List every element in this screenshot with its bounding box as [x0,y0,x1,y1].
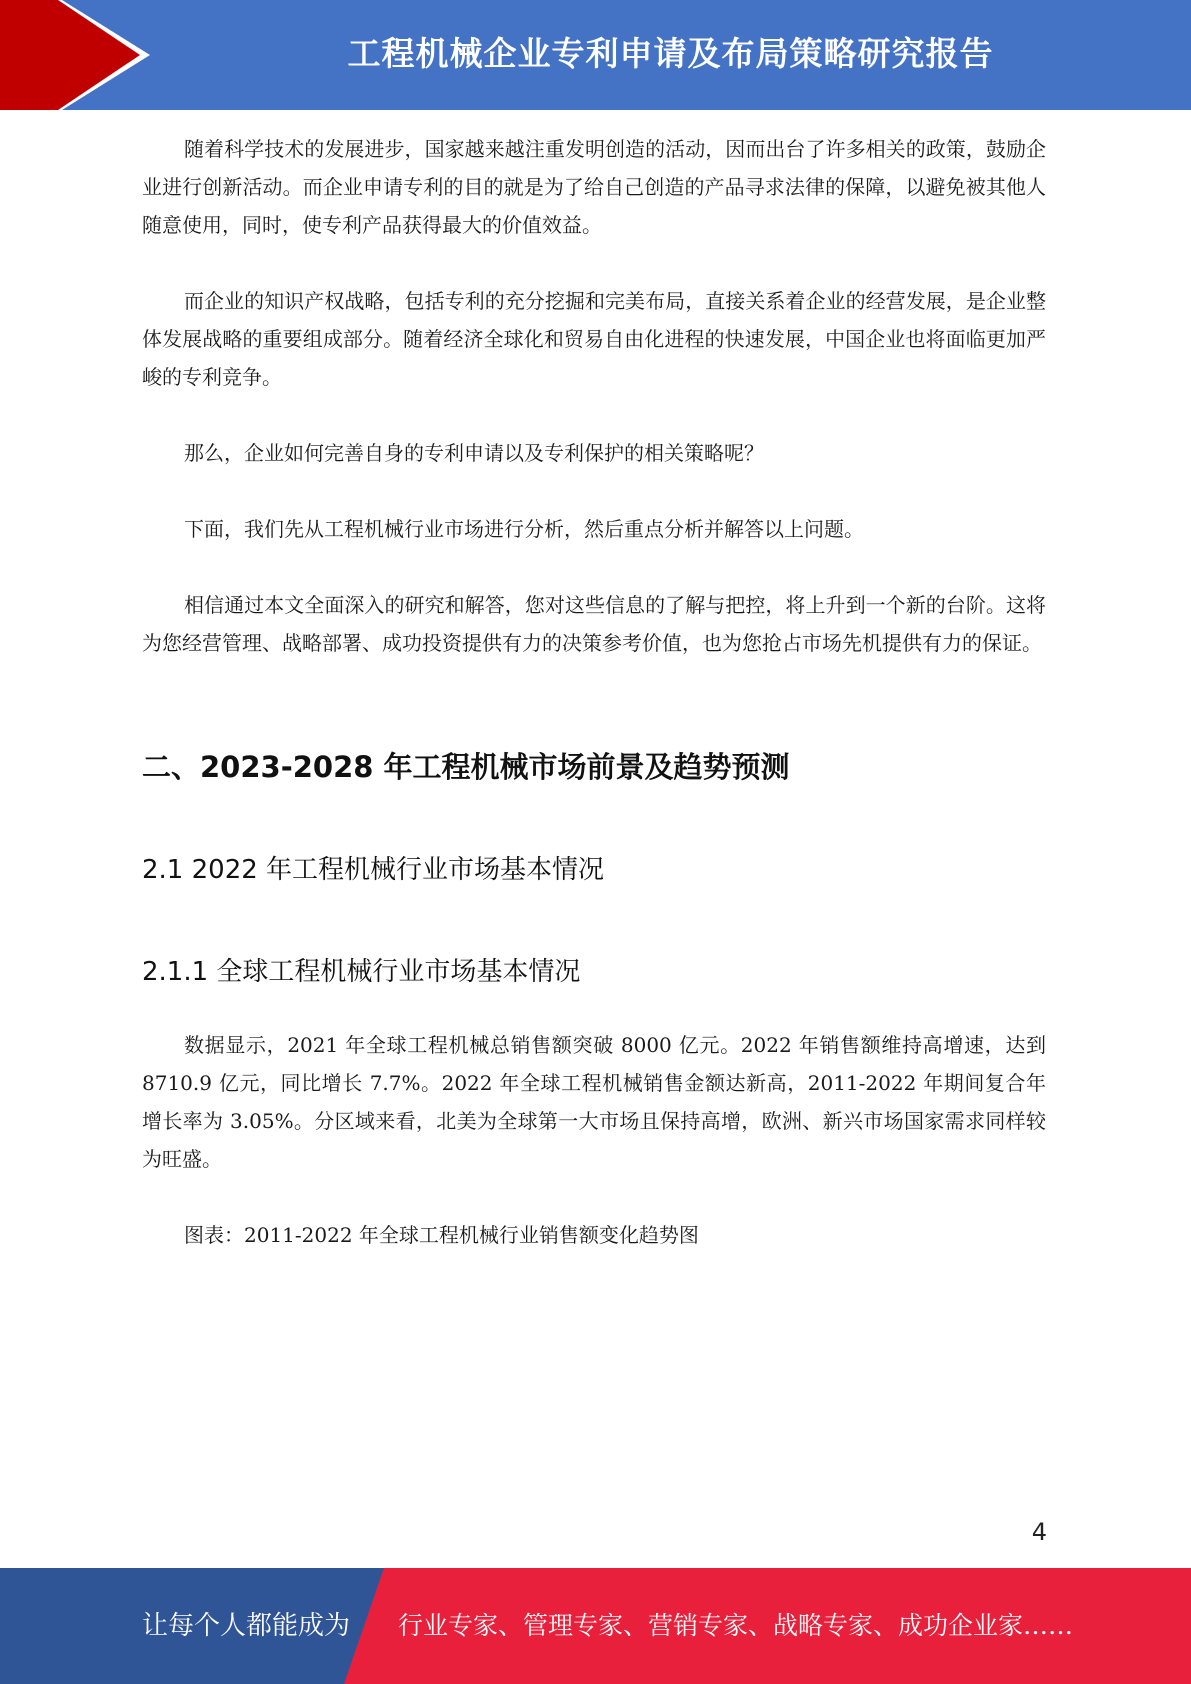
intro-paragraph-1: 随着科学技术的发展进步，国家越来越注重发明创造的活动，因而出台了许多相关的政策，鼓励企业进行创新活动。而企业申请专利的目的就是为了给自己创造的产品寻求法律的保障，以避免被其他人随意使用，同时，使专利产品获得最大的价值效益。 [142,137,1046,237]
document-title: 工程机械企业专利申请及布局策略研究报告 [347,34,994,73]
page-number: 4 [1031,1518,1047,1546]
section-heading: 二、2023-2028 年工程机械市场前景及趋势预测 [142,750,790,784]
header-banner [0,0,1191,110]
intro-paragraph-3: 那么，企业如何完善自身的专利申请以及专利保护的相关策略呢？ [184,441,764,465]
subsection-heading-2-1: 2.1 2022 年工程机械行业市场基本情况 [142,855,605,885]
section-body [142,1026,1046,1254]
intro-paragraph-4: 下面，我们先从工程机械行业市场进行分析，然后重点分析并解答以上问题。 [184,517,864,541]
subsection-heading-2-1-1: 2.1.1 全球工程机械行业市场基本情况 [142,957,581,987]
intro-paragraph-2: 而企业的知识产权战略，包括专利的充分挖掘和完美布局，直接关系着企业的经营发展，是企业整体发展战略的重要组成部分。随着经济全球化和贸易自由化进程的快速发展，中国企业也将面临更加严峻的专利竞争。 [142,289,1046,389]
intro-section [142,130,1046,662]
header-chevron-icon [0,0,160,110]
figure-caption: 图表：2011-2022 年全球工程机械行业销售额变化趋势图 [184,1223,699,1247]
market-data-paragraph: 数据显示，2021 年全球工程机械总销售额突破 8000 亿元。2022 年销售额维持高增速，达到 8710.9 亿元，同比增长 7.7%。2022 年全球工程机械销售金额达新高，2011-2022 年期间复合年增长率为 3.05%。分区域来看，北美为全球第一大市场且保持高增，欧洲、新兴市场国家需求同样较为旺盛。 [142,1033,1046,1171]
footer-slogan-right: 行业专家、管理专家、营销专家、战略专家、成功企业家…… [398,1611,1074,1640]
intro-paragraph-5: 相信通过本文全面深入的研究和解答，您对这些信息的了解与把控，将上升到一个新的台阶。这将为您经营管理、战略部署、成功投资提供有力的决策参考价值，也为您抢占市场先机提供有力的保证。 [142,593,1046,655]
footer-banner [0,1568,1191,1684]
footer-slogan-left: 让每个人都能成为 [142,1611,351,1641]
